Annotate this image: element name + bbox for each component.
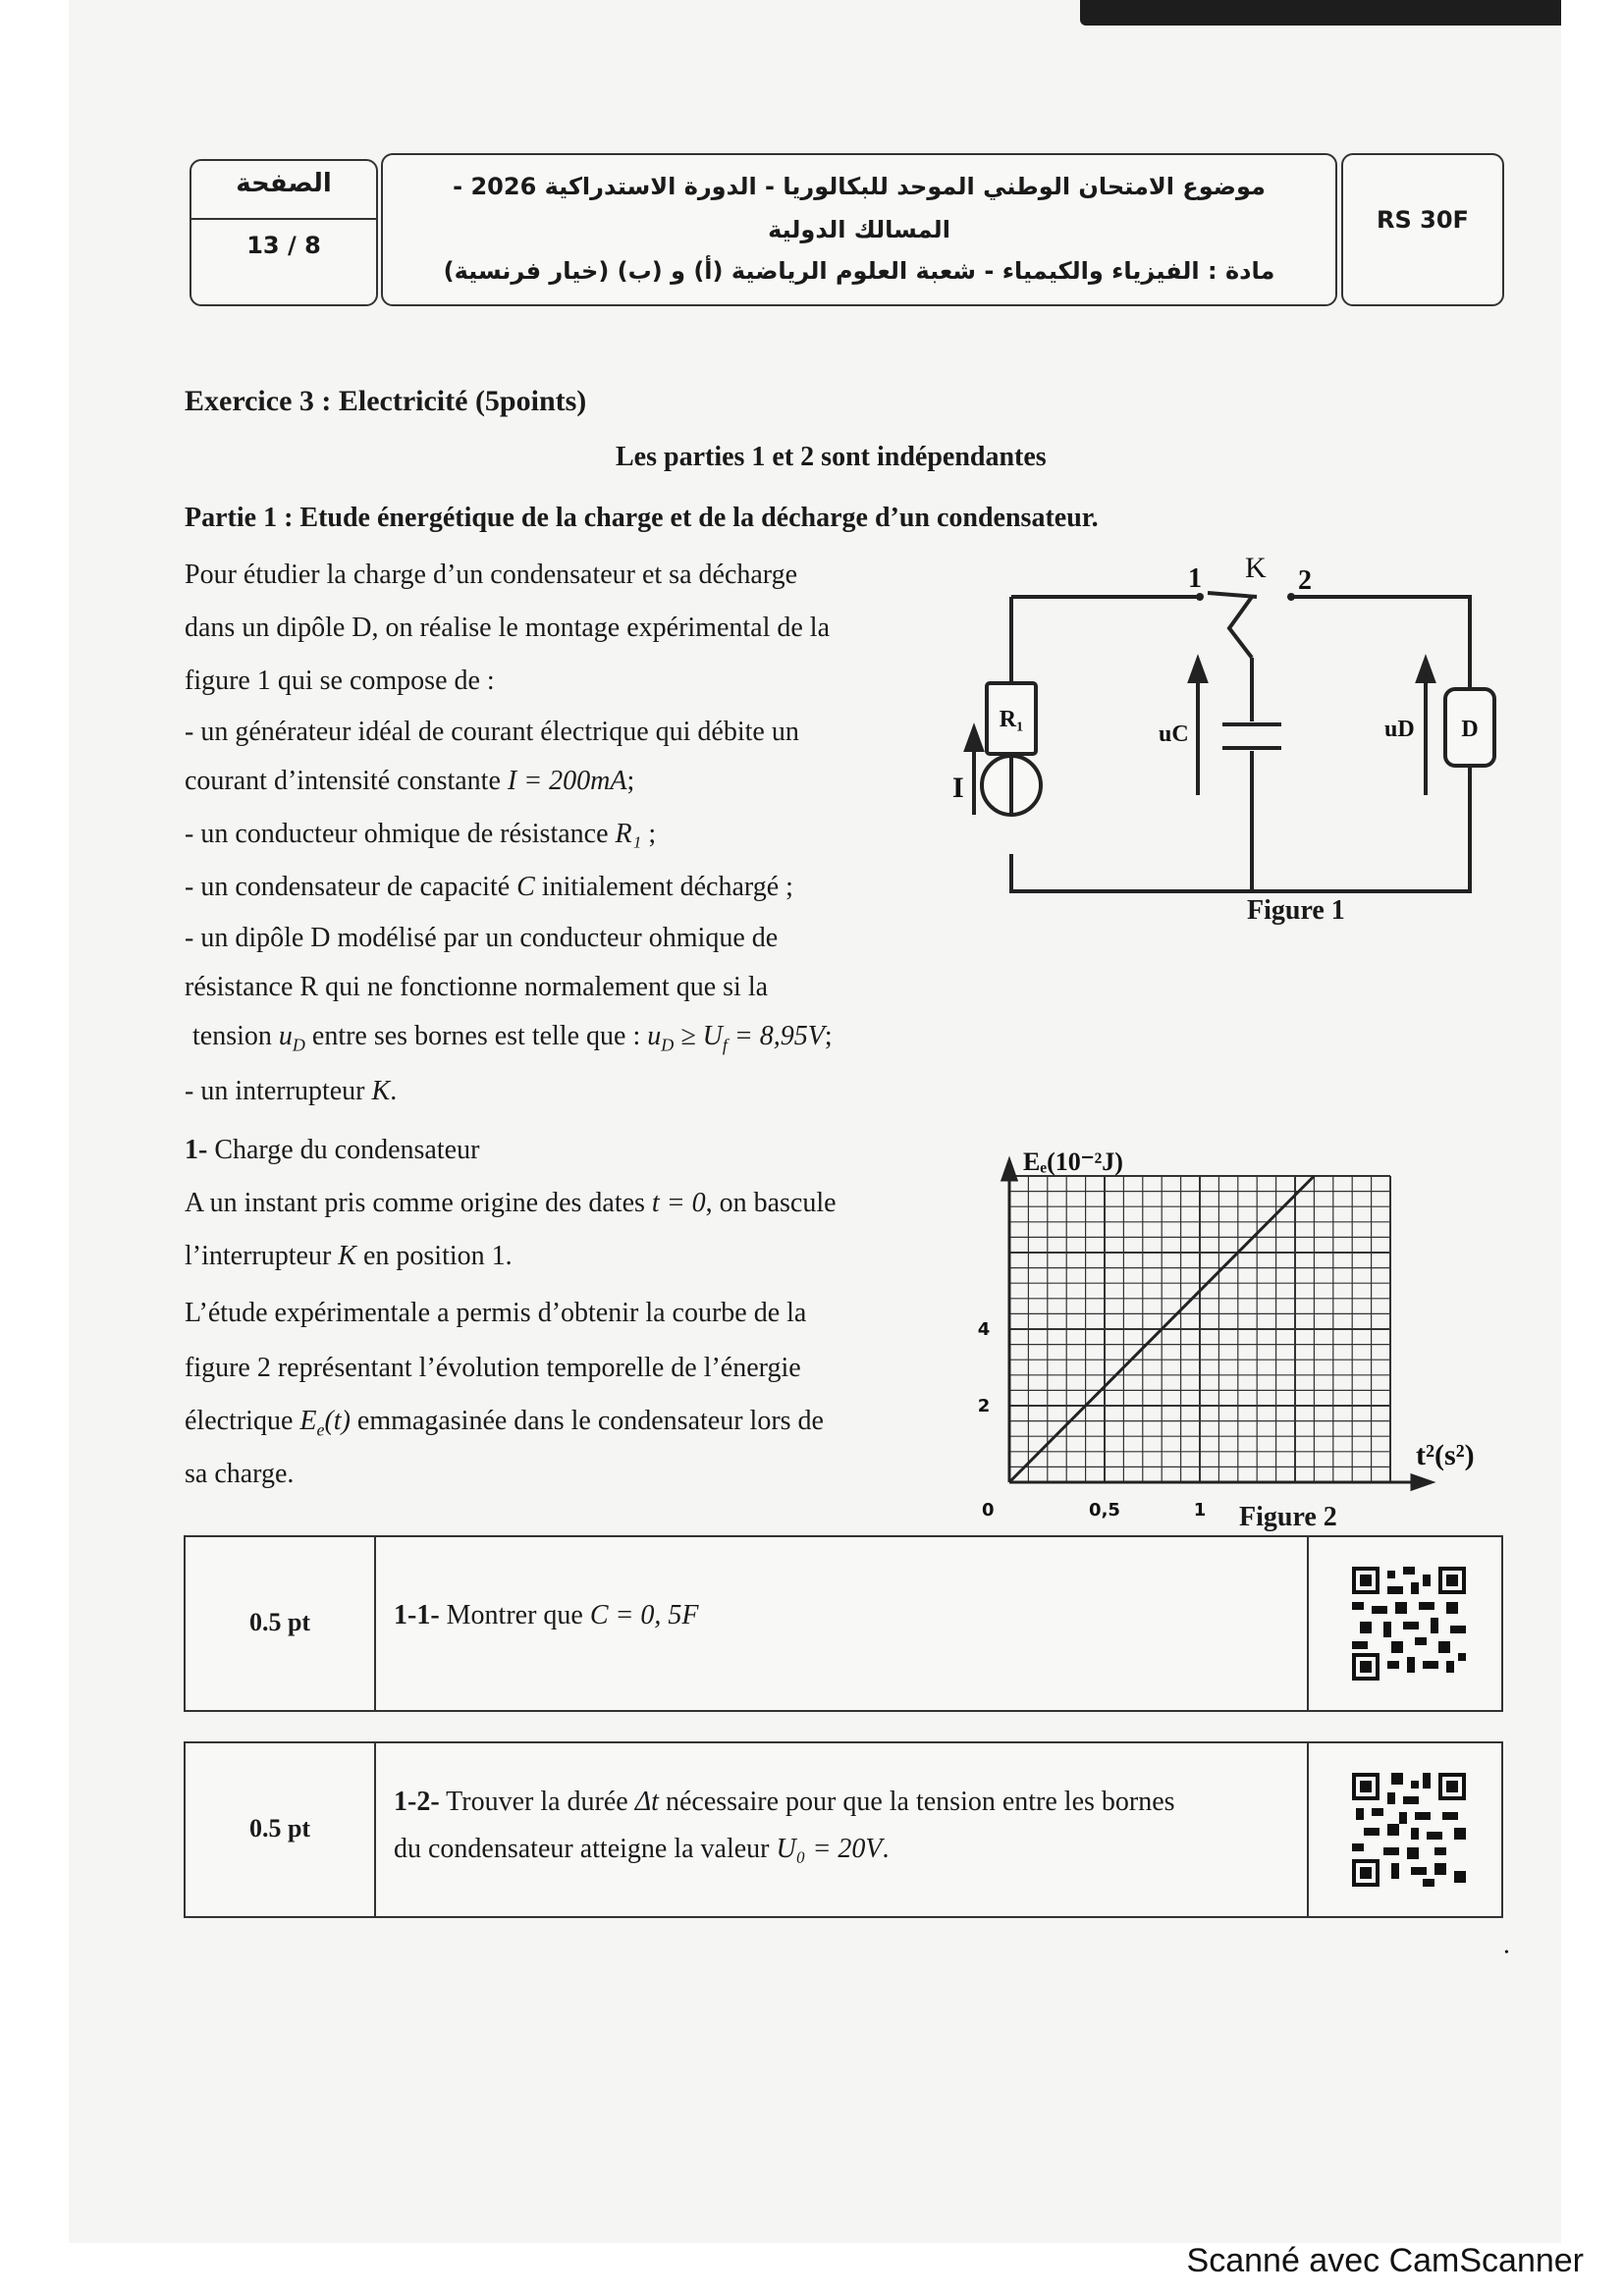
- question-text: 1-1- Montrer que C = 0, 5F: [394, 1600, 699, 1630]
- dipole-label: D: [1461, 717, 1479, 742]
- y-tick-label: 2: [977, 1396, 991, 1416]
- switch-blade: [1229, 597, 1252, 658]
- list-item: [192, 1021, 833, 1056]
- paragraph-line: A un instant pris comme origine des dates t = 0, on bascule: [185, 1188, 837, 1218]
- exercise-subtitle: Les parties 1 et 2 sont indépendantes: [616, 442, 1047, 472]
- switch-label: K: [1245, 552, 1267, 584]
- current-label: I: [952, 772, 964, 804]
- switch-pos2-label: 2: [1298, 565, 1312, 596]
- page-box-divider: [191, 218, 376, 220]
- text-run: - un condensateur de capacité: [185, 872, 511, 902]
- list-item: [185, 819, 656, 850]
- origin-label: 0: [982, 1500, 995, 1521]
- math-ud: $u_D$: [278, 1021, 305, 1055]
- switch-pos1-label: 1: [1188, 563, 1202, 594]
- paragraph-line: sa charge.: [185, 1459, 295, 1489]
- math-r1: R₁: [615, 819, 642, 849]
- ud-label: uD: [1384, 717, 1415, 742]
- paragraph-line: Pour étudier la charge d’un condensateur et sa décharge: [185, 560, 798, 590]
- header-title-line1: موضوع الامتحان الوطني الموحد للبكالوريا - الدورة الاستدراكية 2026 -: [453, 173, 1266, 200]
- header-page-box: [189, 159, 378, 306]
- page-label: الصفحة: [236, 169, 332, 198]
- paragraph-line: figure 2 représentant l’évolution temporelle de l’énergie: [185, 1353, 801, 1383]
- qr-code-icon: [1352, 1567, 1466, 1681]
- text-run: ;: [626, 766, 635, 796]
- question-text-line2: du condensateur atteigne la valeur U₀ = 20V.: [394, 1834, 890, 1864]
- paragraph-line: dans un dipôle D, on réalise le montage expérimental de la: [185, 613, 831, 643]
- wire-bottom: [1011, 766, 1470, 891]
- figure2-caption: Figure 2: [1239, 1502, 1337, 1532]
- y-axis-arrow: [1002, 1160, 1016, 1180]
- wire-top-right: [1208, 593, 1257, 597]
- list-item: [185, 766, 634, 797]
- paragraph-line: l’interrupteur K en position 1.: [185, 1241, 513, 1271]
- list-item: - un dipôle D modélisé par un conducteur ohmique de: [185, 923, 779, 953]
- section-number: 1-: [185, 1135, 208, 1165]
- part1-title: Partie 1 : Etude énergétique de la charge et de la décharge d’un condensateur.: [185, 503, 1099, 533]
- question-points: 0.5 pt: [248, 1608, 311, 1636]
- ud-arrow-head: [1418, 660, 1434, 681]
- y-tick-label: 4: [977, 1319, 991, 1340]
- question-points: 0.5 pt: [248, 1814, 311, 1842]
- uc-label: uC: [1159, 721, 1189, 747]
- scan-dark-edge: [1080, 0, 1561, 26]
- text-run: .: [390, 1076, 398, 1106]
- exercise-title: Exercice 3 : Electricité (5points): [185, 385, 587, 417]
- energy-chart: [962, 1139, 1512, 1531]
- math-c: C: [516, 872, 535, 902]
- stray-mark: •: [1504, 1946, 1509, 1960]
- y-axis-label: Eₑ(10⁻²J): [1023, 1148, 1123, 1176]
- header-title-line2: المسالك الدولية: [768, 216, 950, 243]
- section-heading: [185, 1135, 479, 1166]
- list-item: [185, 872, 793, 903]
- list-item: résistance R qui ne fonctionne normalement que si la: [185, 972, 769, 1002]
- x-axis-label: t²(s²): [1416, 1439, 1475, 1471]
- list-item: - un générateur idéal de courant électrique qui débite un: [185, 717, 799, 747]
- text-run: ;: [824, 1021, 833, 1051]
- switch-contact-1: [1196, 593, 1204, 601]
- text-run: - un conducteur ohmique de résistance: [185, 819, 609, 849]
- math-current-value: I = 200mA: [507, 766, 627, 796]
- exam-code: RS 30F: [1377, 206, 1469, 234]
- text-run: - un interrupteur: [185, 1076, 365, 1106]
- list-item: [185, 1076, 397, 1107]
- resistor-label: R₁: [999, 707, 1024, 732]
- scanner-watermark: Scanné avec CamScanner: [1186, 2242, 1584, 2279]
- uc-arrow-head: [1190, 660, 1206, 681]
- question-row: [184, 1741, 1503, 1918]
- paragraph-line: L’étude expérimentale a permis d’obtenir la courbe de la: [185, 1298, 807, 1328]
- paragraph-line: électrique $E_e(t)$ emmagasinée dans le condensateur lors de: [185, 1406, 824, 1440]
- header-code-box: [1341, 153, 1504, 306]
- question-text: 1-2- Trouver la durée Δt nécessaire pour que la tension entre les bornes: [394, 1787, 1175, 1817]
- switch-contact-2: [1287, 593, 1295, 601]
- text-run: entre ses bornes est telle que :: [311, 1021, 641, 1051]
- math-k: K: [371, 1076, 391, 1106]
- question-row: [184, 1535, 1503, 1712]
- math-condition: $u_D \ge U_f = 8,95V$: [647, 1021, 825, 1055]
- x-tick-label: 0,5: [1089, 1500, 1120, 1521]
- section-title: Charge du condensateur: [207, 1135, 480, 1165]
- text-run: ;: [648, 819, 657, 849]
- text-run: initialement déchargé ;: [541, 872, 793, 902]
- header-title-box: [381, 153, 1337, 306]
- paragraph-line: figure 1 qui se compose de :: [185, 666, 495, 696]
- page-number: 13 / 8: [246, 232, 321, 259]
- circuit-diagram: [913, 550, 1522, 942]
- header-title-line3: مادة : الفيزياء والكيمياء - شعبة العلوم الرياضية (أ) و (ب) (خيار فرنسية): [443, 257, 1275, 285]
- text-run: tension: [192, 1021, 272, 1051]
- figure1-caption: Figure 1: [1247, 895, 1345, 926]
- x-tick-label: 1: [1193, 1500, 1207, 1521]
- wire-top-right-down: [1291, 597, 1470, 689]
- chart-grid: [1009, 1176, 1390, 1482]
- current-arrow-head: [966, 728, 982, 750]
- x-axis-arrow: [1412, 1475, 1432, 1489]
- text-run: courant d’intensité constante: [185, 766, 501, 796]
- qr-code-icon: [1352, 1773, 1466, 1887]
